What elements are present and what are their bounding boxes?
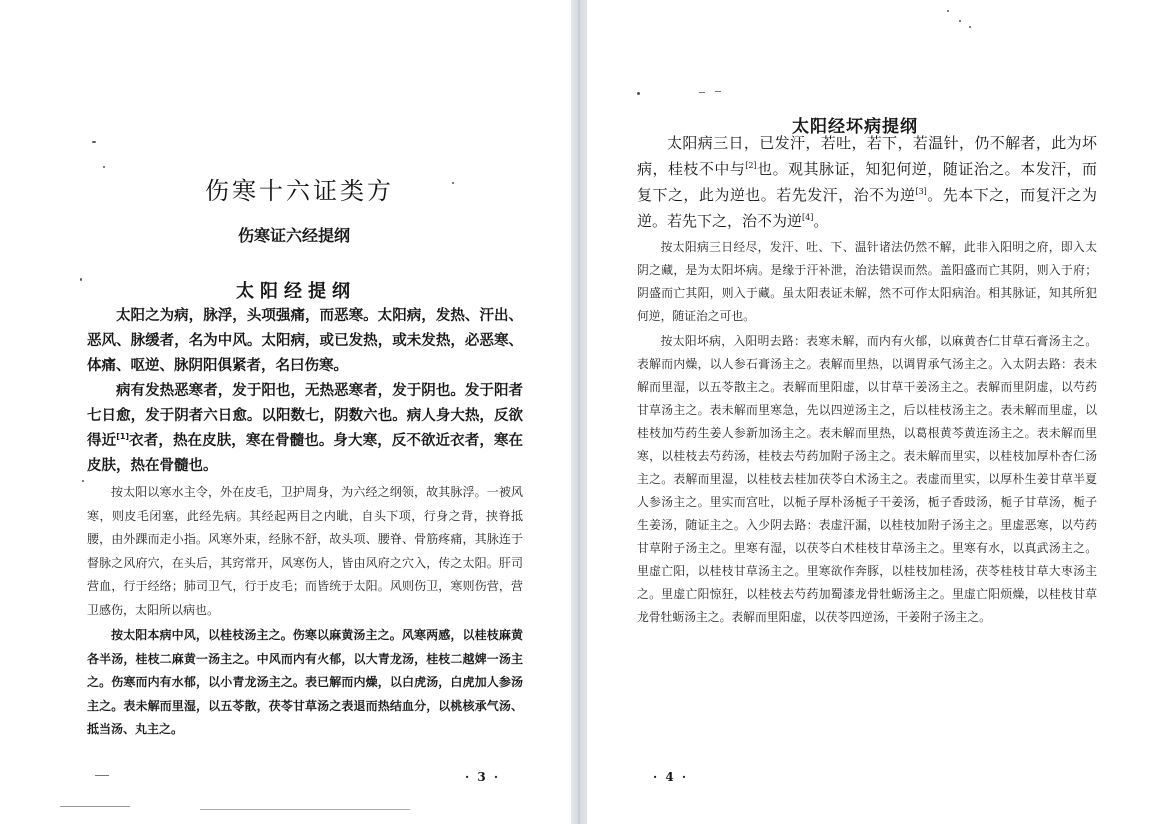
right-page — [587, 0, 1153, 824]
body-paragraph — [637, 130, 1097, 234]
scan-speck — [80, 278, 82, 281]
commentary-paragraph: 按太阳病三日经尽，发汗、吐、下、温针诸法仍然不解，此非入阳明之府，即入太阴之藏，是为太阳坏病。是缘于汗补泄，治法错误而然。盖阳盛而亡其阴，则入于府；阴盛而亡其阳，则入于藏。虽太阳表证未解，然不可作太阳病治。相其脉证，知其所犯何逆，随证治之可也。 — [637, 240, 1097, 323]
scan-speck — [959, 20, 961, 22]
commentary-paragraph: 按太阳坏病，入阳明去路：表寒未解，而内有火郁，以麻黄杏仁甘草石膏汤主之。表解而内燥，以人参石膏汤主之。表解而里热，以调胃承气汤主之。入太阴去路：表未解而里湿，以五苓散主之。表解而里阳虚，以甘草干姜汤主之。表解而里阴虚，以芍药甘草汤主之。表未解而里寒急，先以四逆汤主之，后以桂枝汤主之。表未解而里虚，以桂枝加芍药生姜人参新加汤主之。表未解而里热，以葛根黄芩黄连汤主之。表未解而里寒，以桂枝去芍药汤，桂枝去芍药加附子汤主之。表未解而里实，以桂枝加厚朴杏仁汤主之。表解而里湿，以桂枝去桂加茯苓白术汤主之。表虚而里实，以厚朴生姜甘草半夏人参汤主之。里实而宫吐，以栀子厚朴汤栀子干姜汤，栀子香豉汤，栀子甘草汤，栀子生姜汤，随证主之。入少阴去路：表虚汗漏，以桂枝加附子汤主之。里虚恶寒，以芍药甘草附子汤主之。里寒有湿，以茯苓白术桂枝甘草汤主之。里寒有水，以真武汤主之。里虚亡阳，以桂枝甘草汤主之。里寒欲作奔豚，以桂枝加桂汤，茯苓桂枝甘草大枣汤主之。里虚亡阳惊狂，以桂枝去芍药加蜀漆龙骨牡蛎汤主之。里虚亡阳烦燥，以桂枝甘草龙骨牡蛎汤主之。表解而里阳虚，以茯苓四逆汤，干姜附子汤主之。 — [637, 334, 1097, 624]
text-run: 病有发热恶寒者，发于阳也，无热恶寒者，发于阴也。发于阳者七日愈，发于阴者六日愈。以阳数七，阴数六也。病人身大热，反欲得近 — [87, 383, 523, 449]
footnote-ref: [1] — [116, 432, 130, 441]
scan-dash — [699, 92, 705, 93]
footnote-ref: [3] — [915, 187, 927, 196]
commentary-paragraph: 按太阳以寒水主令，外在皮毛，卫护周身，为六经之纲领，故其脉浮。一被风寒，则皮毛闭塞，此经先病。其经起两目之内眦，自头下项，行身之背，挟脊抵腰，由外踝而走小指。风寒外束，经脉不舒，故头项、腰脊、骨筋疼痛，其脉连于督脉之风府穴，在头后，其窍常开，风寒伤人，皆由风府之穴入，传之太阳。肝司营血，行于经络；肺司卫气，行于皮毛；而皆统于太阳。风则伤卫，寒则伤营，营卫感伤，太阳所以病也。 — [87, 485, 523, 617]
text-run: 衣者，热在皮肤，寒在骨髓也。身大寒，反不欲近衣者，寒在皮肤，热在骨髓也。 — [87, 433, 524, 474]
book-title: 伤寒十六证类方 — [205, 177, 394, 206]
text-run: 。 — [813, 212, 829, 230]
section-title: 太阳经提纲 — [236, 281, 356, 302]
footnote-ref: [2] — [745, 161, 757, 170]
scan-speck — [969, 26, 971, 28]
page-number: · 4 · — [653, 770, 689, 784]
chapter-title: 伤寒证六经提纲 — [238, 226, 351, 246]
text-run: 。先本下之，而复汗之为逆。若先下之，治不为逆 — [637, 186, 1097, 230]
scan-speck — [82, 480, 84, 482]
scan-speck — [637, 92, 640, 95]
body-paragraph: 太阳之为病，脉浮，头项强痛，而恶寒。太阳病，发热、汗出、恶风、脉缓者，名为中风。太阳病，或已发热，或未发热，必恶寒、体痛、呕逆、脉阴阳俱紧者，名曰伤寒。 — [87, 308, 523, 374]
scan-speck — [452, 182, 454, 184]
text-run: 也。观其脉证，知犯何逆，随证治之。本发汗，而复下之，此为逆也。若先发汗，治不为逆 — [637, 160, 1097, 204]
section-title: 太阳经坏病提纲 — [792, 117, 918, 138]
left-page — [0, 0, 571, 824]
body-paragraph — [87, 379, 523, 479]
scan-dash — [95, 775, 109, 776]
page-number: · 3 · — [465, 770, 501, 784]
scan-dash — [200, 809, 410, 810]
left-body-text — [87, 304, 523, 742]
scan-speck — [92, 141, 96, 143]
scan-speck — [103, 166, 105, 168]
commentary-paragraph: 按太阳本病中风，以桂枝汤主之。伤寒以麻黄汤主之。风寒两感，以桂枝麻黄各半汤，桂枝二麻黄一汤主之。中风而内有火郁，以大青龙汤，桂枝二越婢一汤主之。伤寒而内有水郁，以小青龙汤主之。表已解而内燥，以白虎汤，白虎加人参汤主之。表未解而里湿，以五苓散，茯苓甘草汤之表退而热结血分，以桃核承气汤、抵当汤、丸主之。 — [87, 628, 523, 736]
right-body-text — [637, 130, 1097, 629]
scan-dash — [715, 91, 721, 92]
text-run: 太阳病三日，已发汗，若吐，若下，若温针，仍不解者，此为坏病，桂枝不中与 — [637, 134, 1097, 178]
footnote-ref: [4] — [802, 213, 814, 222]
page-gutter — [571, 0, 587, 824]
scan-dash — [60, 806, 130, 807]
scan-speck — [947, 10, 949, 12]
